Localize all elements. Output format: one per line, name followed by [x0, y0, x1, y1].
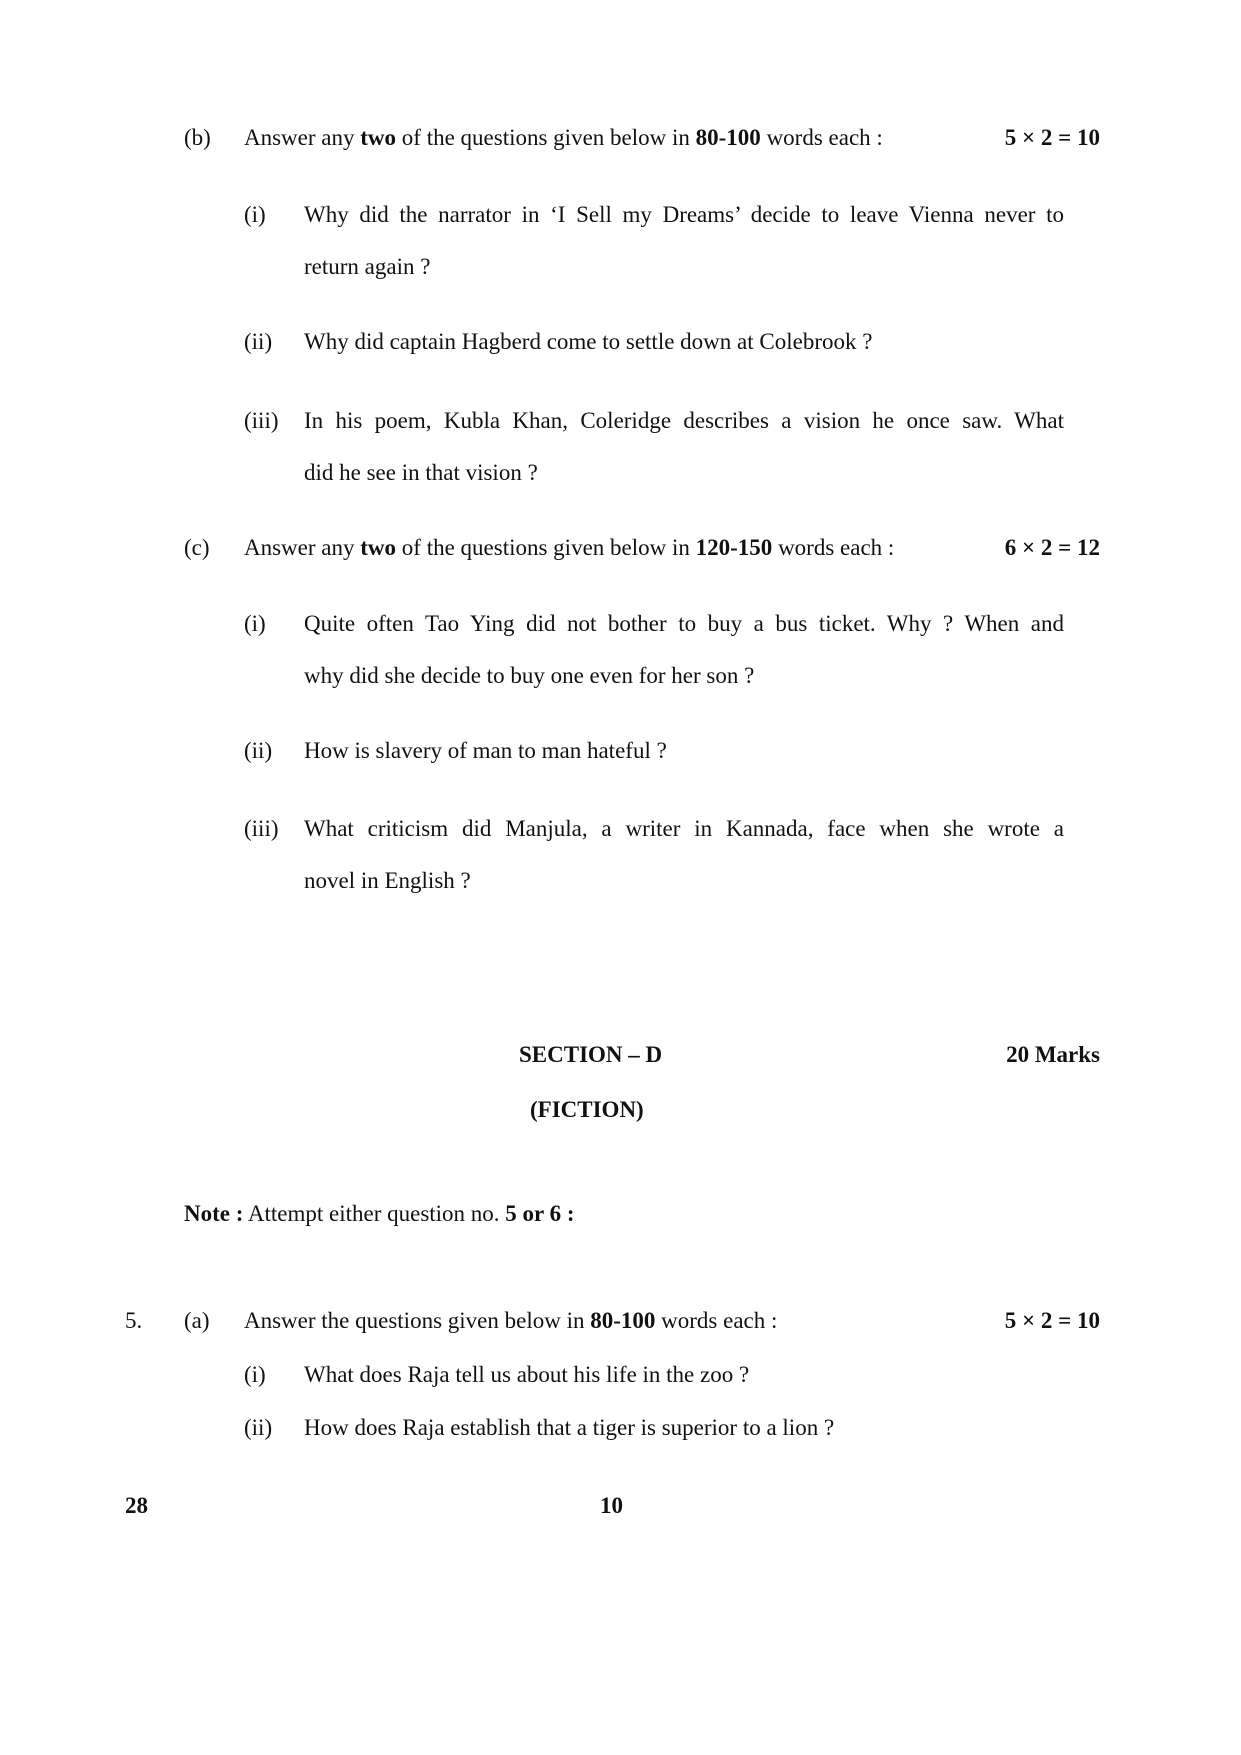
part-c-marks: 6 × 2 = 12 — [1004, 535, 1100, 560]
note — [184, 1202, 575, 1225]
instr-text: Answer the questions given below in — [244, 1308, 591, 1333]
question-text: How is slavery of man to man hateful ? — [304, 738, 667, 763]
question-text: What criticism did Manjula, a writer in Kannada, face when she wrote a — [304, 816, 1064, 841]
q5-instruction — [244, 1309, 777, 1332]
instr-text: words each : — [772, 535, 895, 560]
instr-bold: two — [360, 535, 397, 560]
question-number: (i) — [244, 202, 266, 227]
question-text: Why did captain Hagberd come to settle down at Colebrook ? — [304, 329, 873, 354]
instr-text: of the questions given below in — [396, 535, 696, 560]
paper-code: 28 — [125, 1493, 148, 1518]
question-text: novel in English ? — [304, 868, 471, 893]
section-subtitle: (FICTION) — [530, 1097, 644, 1122]
instr-bold: two — [360, 125, 397, 150]
note-text: Attempt either question no. — [243, 1201, 506, 1226]
instr-text: Answer any — [244, 535, 361, 560]
question-number: (ii) — [244, 1415, 273, 1440]
question-text: did he see in that vision ? — [304, 460, 538, 485]
question-number: (ii) — [244, 329, 273, 354]
question-text: why did she decide to buy one even for her son ? — [304, 663, 755, 688]
part-c-label: (c) — [184, 535, 210, 560]
question-text: Why did the narrator in ‘I Sell my Dreams’ decide to leave Vienna never to — [304, 202, 1064, 227]
instr-text: Answer any — [244, 125, 361, 150]
note-label: Note : — [184, 1201, 244, 1226]
instr-text: of the questions given below in — [396, 125, 696, 150]
instr-text: words each : — [655, 1308, 778, 1333]
section-title: SECTION – D — [519, 1042, 663, 1067]
part-b-marks: 5 × 2 = 10 — [1004, 125, 1100, 150]
question-text: How does Raja establish that a tiger is superior to a lion ? — [304, 1415, 835, 1440]
part-b-label: (b) — [184, 125, 211, 150]
question-number: (ii) — [244, 738, 273, 763]
instr-text: words each : — [760, 125, 883, 150]
section-marks: 20 Marks — [1006, 1042, 1100, 1067]
word-limit: 120-150 — [695, 535, 773, 560]
question-number: (i) — [244, 1362, 266, 1387]
word-limit: 80-100 — [695, 125, 761, 150]
question-text: In his poem, Kubla Khan, Coleridge describes a vision he once saw. What — [304, 408, 1064, 433]
part-c-instruction — [244, 536, 894, 559]
question-text: Quite often Tao Ying did not bother to buy a bus ticket. Why ? When and — [304, 611, 1064, 636]
note-bold: 5 or 6 : — [505, 1201, 575, 1226]
question-number: (i) — [244, 611, 266, 636]
page-number: 10 — [600, 1493, 623, 1518]
question-number: (iii) — [244, 816, 279, 841]
q5-marks: 5 × 2 = 10 — [1004, 1308, 1100, 1333]
part-b-instruction — [244, 126, 883, 149]
word-limit: 80-100 — [590, 1308, 656, 1333]
q5-label: (a) — [184, 1308, 210, 1333]
q5-number: 5. — [125, 1308, 143, 1333]
question-text: What does Raja tell us about his life in the zoo ? — [304, 1362, 750, 1387]
question-number: (iii) — [244, 408, 279, 433]
question-text: return again ? — [304, 254, 431, 279]
